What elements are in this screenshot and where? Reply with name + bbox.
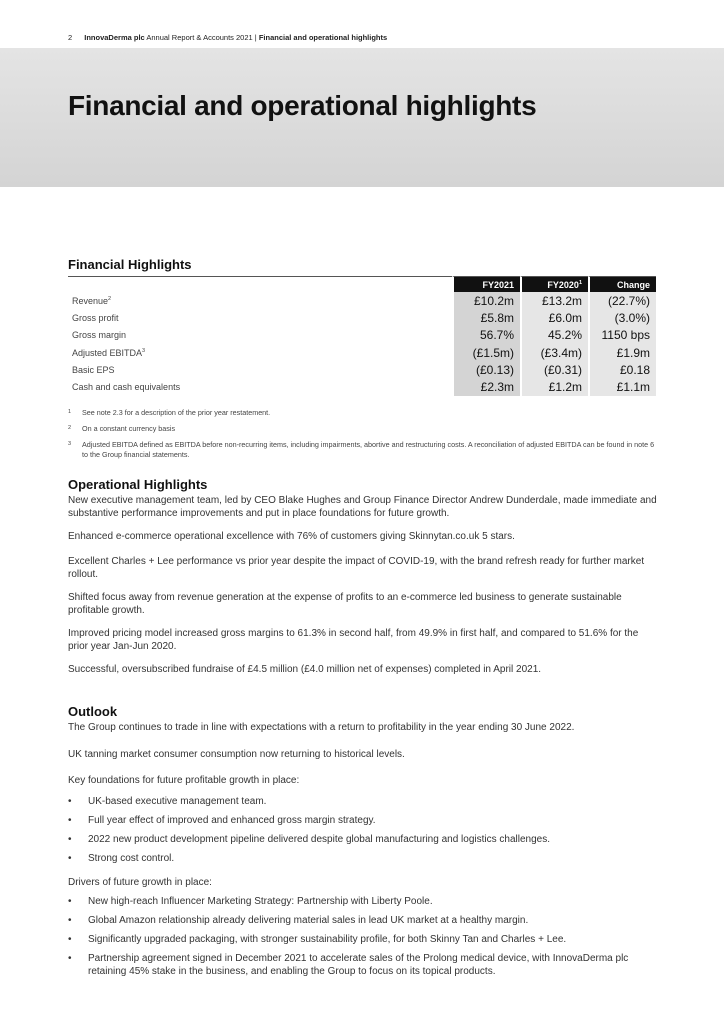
cell-change: (22.7%) <box>588 292 656 309</box>
row-label: Basic EPS <box>72 364 115 375</box>
financial-highlights-heading: Financial Highlights <box>68 257 192 272</box>
list-item: • Partnership agreement signed in December 2021 to accelerate sales of the Prolong medical device, with InnovaDerma plc retaining 45% stake in the business, and enabling the Group to focus on its topical products. <box>68 953 658 978</box>
list-item: • 2022 new product development pipeline delivered despite global manufacturing and logistics challenges. <box>68 834 658 847</box>
row-label: Revenue$^2$ <box>72 295 112 306</box>
cell-change: £1.1m <box>588 378 656 395</box>
cell-change: £0.18 <box>588 361 656 378</box>
list-item: • Strong cost control. <box>68 853 658 866</box>
cell-fy2020: (£3.4m) <box>520 344 588 361</box>
cell-change: £1.9m <box>588 344 656 361</box>
table-header-row <box>68 276 656 292</box>
drivers-intro: Drivers of future growth in place: <box>68 877 212 888</box>
list-item: • Global Amazon relationship already delivering material sales in lead UK market at a healthy margin. <box>68 915 658 928</box>
table-row <box>68 309 656 326</box>
col-fy2020: FY2020$^1$ <box>520 276 588 292</box>
cell-fy2020: (£0.31) <box>520 361 588 378</box>
cell-fy2021: £2.3m <box>452 378 520 395</box>
foundations-list <box>68 796 658 872</box>
page-number: 2 <box>68 33 73 42</box>
outlook-heading: Outlook <box>68 704 118 719</box>
cell-fy2021: (£1.5m) <box>452 344 520 361</box>
running-header <box>68 33 387 42</box>
cell-fy2020: £13.2m <box>520 292 588 309</box>
financial-highlights-table <box>68 276 656 396</box>
operational-paragraph: Successful, oversubscribed fundraise of £4.5 million (£4.0 million net of expenses) completed in April 2021. <box>68 664 542 675</box>
outlook-paragraph: The Group continues to trade in line with expectations with a return to profitability in the year ending 30 June 2022. <box>68 722 575 733</box>
cell-change: (3.0%) <box>588 309 656 326</box>
table-row <box>68 327 656 344</box>
table-footnotes <box>68 408 656 466</box>
operational-highlights-heading: Operational Highlights <box>68 477 208 492</box>
row-label: Cash and cash equivalents <box>72 382 181 393</box>
operational-paragraph: New executive management team, led by CEO Blake Hughes and Group Finance Director Andrew Dunderdale, made immediate and substantive performance improvements and put in place foundations for future growth. <box>68 495 657 519</box>
cell-fy2020: £6.0m <box>520 309 588 326</box>
footnote: 2 On a constant currency basis <box>68 424 176 433</box>
list-item: • UK-based executive management team. <box>68 796 658 809</box>
list-item: • New high-reach Influencer Marketing Strategy: Partnership with Liberty Poole. <box>68 896 658 909</box>
row-label: Gross profit <box>72 312 119 323</box>
cell-change: 1150 bps <box>588 327 656 344</box>
cell-fy2021: (£0.13) <box>452 361 520 378</box>
header-company: InnovaDerma plc <box>84 33 145 42</box>
table-header-label <box>68 276 452 292</box>
footnote: 3 Adjusted EBITDA defined as EBITDA before non-recurring items, including impairments, abortive and restructuring costs. A reconciliation of adjusted EBITDA can be found in note 6 to the Group financial statements. <box>68 440 655 459</box>
cell-fy2021: £10.2m <box>452 292 520 309</box>
row-label: Adjusted EBITDA$^3$ <box>72 347 146 358</box>
outlook-paragraph: Key foundations for future profitable growth in place: <box>68 775 300 786</box>
operational-paragraph: Excellent Charles + Lee performance vs prior year despite the impact of COVID-19, with the brand refresh ready for further market rollout. <box>68 556 645 580</box>
cell-fy2020: £1.2m <box>520 378 588 395</box>
cell-fy2021: £5.8m <box>452 309 520 326</box>
col-fy2021: FY2021 <box>452 276 520 292</box>
outlook-paragraph: UK tanning market consumer consumption now returning to historical levels. <box>68 749 405 760</box>
operational-paragraph: Improved pricing model increased gross margins to 61.3% in second half, from 49.9% in first half, and compared to 51.6% for the prior year Jan-Jun 2020. <box>68 628 639 652</box>
row-label: Gross margin <box>72 330 127 341</box>
cell-fy2020: 45.2% <box>520 327 588 344</box>
header-section: Financial and operational highlights <box>258 33 388 42</box>
header-report: Annual Report & Accounts 2021 <box>146 33 253 42</box>
footnote: 1 See note 2.3 for a description of the prior year restatement. <box>68 408 271 417</box>
table-row <box>68 378 656 395</box>
table-row <box>68 344 656 361</box>
cell-fy2021: 56.7% <box>452 327 520 344</box>
list-item: • Significantly upgraded packaging, with stronger sustainability profile, for both Skinny Tan and Charles + Lee. <box>68 934 658 947</box>
header-separator: | <box>254 33 257 42</box>
col-change: Change <box>588 276 656 292</box>
table-row <box>68 292 656 309</box>
title-banner <box>0 48 724 187</box>
drivers-list <box>68 896 658 985</box>
table-row <box>68 361 656 378</box>
operational-paragraph: Enhanced e-commerce operational excellence with 76% of customers giving Skinnytan.co.uk 5 stars. <box>68 531 515 542</box>
operational-paragraph: Shifted focus away from revenue generation at the expense of profits to an e-commerce led business to generate sustainable profitable growth. <box>68 592 622 616</box>
page-title: Financial and operational highlights <box>68 90 537 121</box>
list-item: • Full year effect of improved and enhanced gross margin strategy. <box>68 815 658 828</box>
